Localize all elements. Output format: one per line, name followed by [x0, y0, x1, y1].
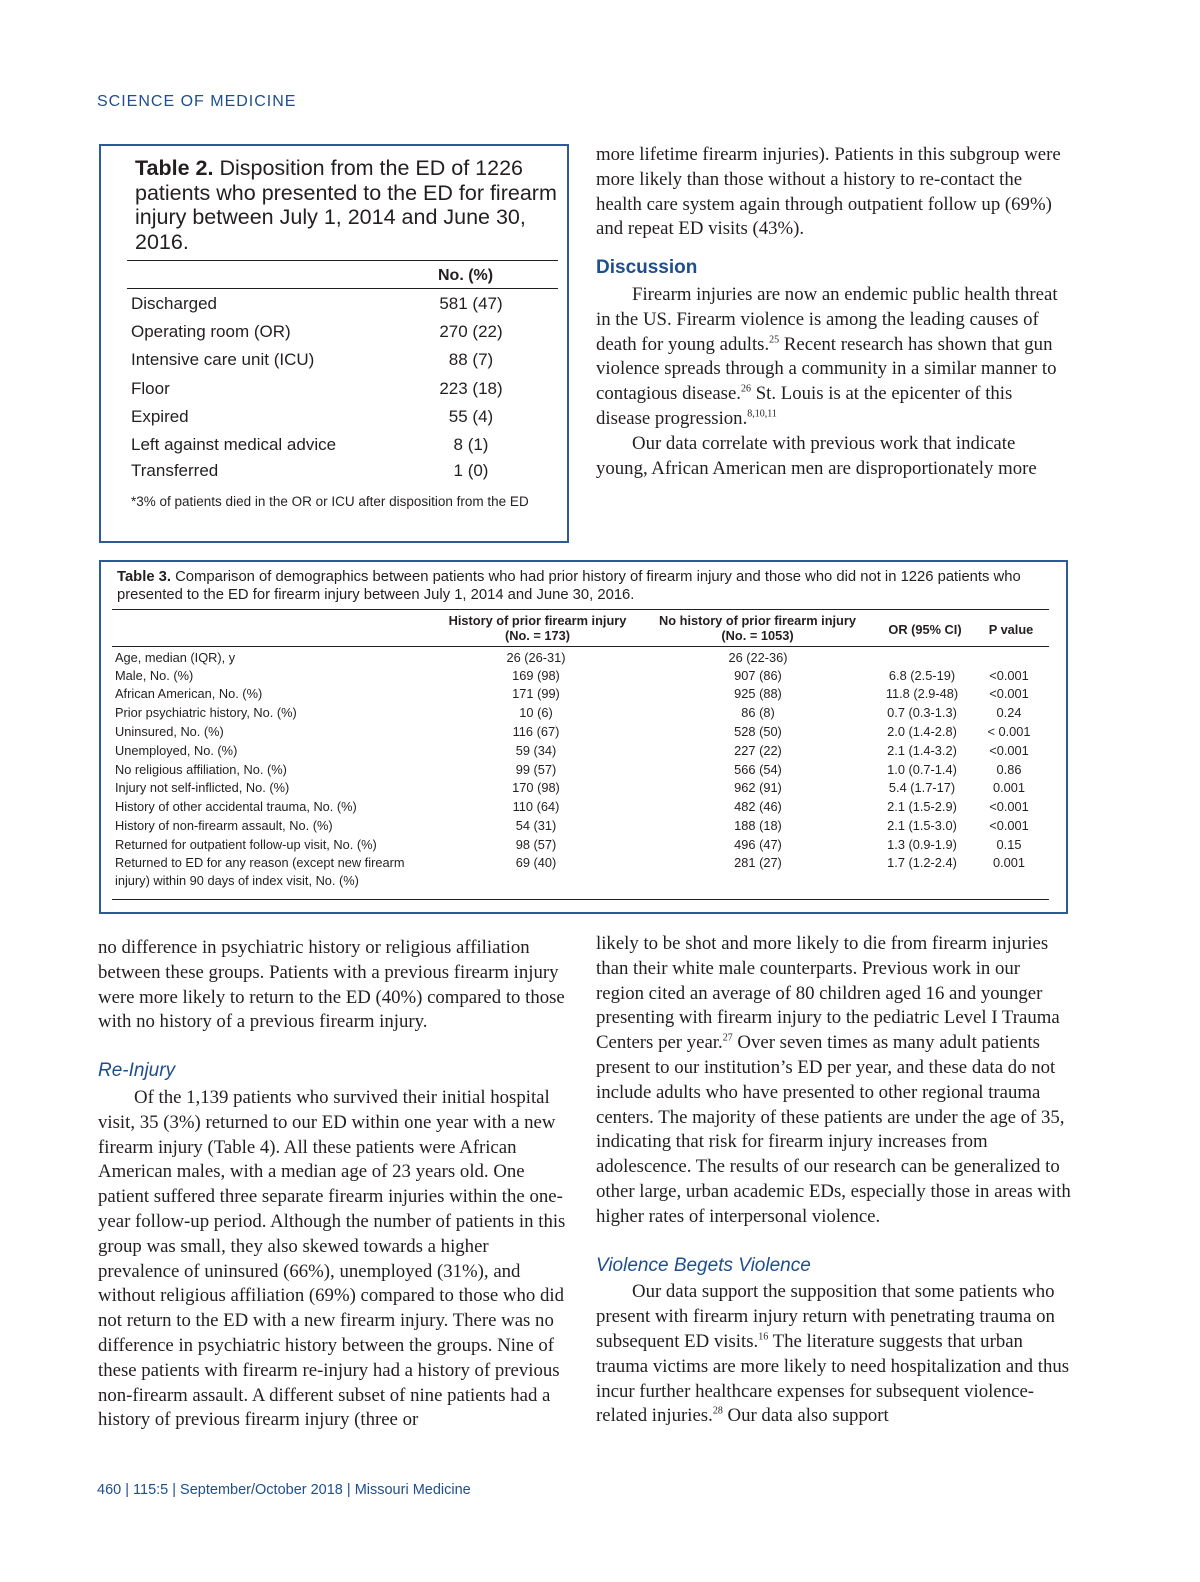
row-label: Floor: [131, 379, 170, 398]
right-column-bottom: [596, 932, 1071, 1429]
text-run: The literature suggests that urban trauma victims are more likely to need hospitalization and thus incur further healthcare expenses for subsequent violence-related injuries.: [596, 1330, 1070, 1427]
text-run: likely to be shot and more likely to die from firearm injuries than their white male counterparts. Previous work in our region cited an average of 80 children aged 16 and younger presenting with firearm injury to the pediatric Level I Trauma Centers per year.: [596, 933, 1060, 1054]
header-line: History of prior firearm injury: [448, 613, 627, 628]
table2-row: [131, 461, 511, 483]
cell-p: 0.001: [992, 855, 1026, 870]
running-head: SCIENCE OF MEDICINE: [97, 93, 297, 110]
table3-caption: [117, 568, 1047, 604]
cell-label: Prior psychiatric history, No. (%): [115, 705, 297, 720]
row-label: Expired: [131, 407, 189, 426]
cell-history: 99 (57): [515, 762, 557, 777]
table-row: [115, 855, 1045, 874]
cell-label: Returned for outpatient follow-up visit, No. (%): [115, 837, 377, 852]
table3-label: Table 3.: [117, 569, 171, 585]
header-line: No history of prior firearm injury: [659, 613, 856, 628]
table2-row: [131, 379, 511, 401]
cell-or: 2.1 (1.5-2.9): [887, 799, 957, 814]
paragraph: Of the 1,139 patients who survived their initial hospital visit, 35 (3%) returned to our ED within one year with a new firearm injury (Table 4). All these patients were African American males, with a median age of 23 years old. One patient suffered three separate firearm injuries within the one-year follow-up period. Although the number of patients in this group was small, they also skewed towards a higher prevalence of uninsured (66%), unemployed (31%), and without religious affiliation (69%) compared to those who did not return to the ED with a new firearm injury. There was no difference in psychiatric history between the groups. Nine of these patients with firearm re-injury had a history of previous non-firearm assault. A different subset of nine patients had a history of previous firearm injury (three or: [98, 1086, 566, 1431]
cell-history: 171 (99): [512, 686, 560, 701]
table-row: [115, 686, 1045, 705]
cell-p: < 0.001: [987, 724, 1031, 739]
table-row: [115, 668, 1045, 687]
cell-history: 26 (26-31): [506, 650, 566, 665]
cell-or: 0.7 (0.3-1.3): [887, 705, 957, 720]
text-run: Our data also support: [722, 1405, 889, 1427]
row-value: 581 (47): [439, 294, 503, 313]
paragraph: Our data correlate with previous work that indicate young, African American men are disproportionately more: [596, 432, 1037, 479]
cell-label: African American, No. (%): [115, 686, 263, 701]
cell-label: History of non-firearm assault, No. (%): [115, 818, 333, 833]
cell-history: 98 (57): [515, 837, 557, 852]
row-label: Left against medical advice: [131, 435, 337, 454]
cell-label: Returned to ED for any reason (except new firearm: [115, 855, 405, 870]
header-line: (No. = 1053): [721, 628, 794, 643]
cell-p: <0.001: [989, 818, 1029, 833]
paragraph: [596, 1280, 1071, 1429]
table-row: [115, 873, 1045, 892]
right-column-top: [596, 143, 1071, 481]
table-row: [115, 650, 1045, 669]
table2-row: [131, 435, 511, 457]
table2-col-header: No. (%): [438, 267, 494, 284]
cell-history: 116 (67): [512, 724, 560, 739]
table3-header-nohistory: [650, 613, 865, 643]
text-run: Firearm injuries are now an endemic public health threat in the US. Firearm violence is among the leading causes of death for young adults.: [596, 283, 1058, 355]
table2-footnote: *3% of patients died in the OR or ICU after disposition from the ED: [131, 494, 529, 509]
cell-or: 5.4 (1.7-17): [888, 780, 956, 795]
cell-nohistory: 86 (8): [741, 705, 775, 720]
citation: 25: [769, 334, 780, 346]
cell-or: 1.3 (0.9-1.9): [887, 837, 957, 852]
row-label: Discharged: [131, 294, 217, 313]
row-label: Intensive care unit (ICU): [131, 350, 315, 369]
table-row: [115, 818, 1045, 837]
cell-p: 0.24: [996, 705, 1022, 720]
cell-history: 54 (31): [515, 818, 557, 833]
cell-or: 6.8 (2.5-19): [888, 668, 956, 683]
cell-label: Male, No. (%): [115, 668, 194, 683]
cell-nohistory: 281 (27): [734, 855, 782, 870]
text-run: St. Louis is at the epicenter of this disease progression.: [596, 383, 1013, 429]
table2-top-rule: [127, 260, 558, 261]
cell-p: 0.15: [996, 837, 1022, 852]
cell-label: Age, median (IQR), y: [115, 650, 236, 665]
citation: 26: [741, 383, 751, 395]
table2-row: [131, 350, 511, 372]
cell-or: 1.0 (0.7-1.4): [887, 762, 957, 777]
table2-label: Table 2.: [135, 156, 214, 180]
cell-nohistory: 907 (86): [734, 668, 782, 683]
paragraph: [596, 283, 1071, 432]
text-run: Recent research has shown that gun violence spreads through a community in a similar manner to contagious disease.: [596, 333, 1057, 405]
cell-nohistory: 26 (22-36): [728, 650, 788, 665]
cell-label: History of other accidental trauma, No. (%): [115, 799, 357, 814]
cell-nohistory: 925 (88): [734, 686, 782, 701]
table2-caption: [135, 156, 560, 254]
citation: 28: [712, 1406, 723, 1418]
table-row: [115, 780, 1045, 799]
reinjury-heading: Re-Injury: [98, 1060, 176, 1082]
table3-bottom-rule: [112, 899, 1049, 900]
table3-header-p: P value: [988, 622, 1034, 637]
table2-title: Disposition from the ED of 1226 patients who presented to the ED for firearm injury between July 1, 2014 and June 30, 2016.: [135, 156, 557, 254]
cell-label: Uninsured, No. (%): [115, 724, 224, 739]
cell-history: 59 (34): [515, 743, 557, 758]
header-line: (No. = 173): [504, 628, 571, 643]
row-value: 223 (18): [439, 379, 503, 398]
table2-row: [131, 294, 511, 316]
cell-p: <0.001: [989, 686, 1029, 701]
table-row: [115, 743, 1045, 762]
table3-header-rule: [112, 646, 1049, 647]
cell-label: injury) within 90 days of index visit, No. (%): [115, 873, 359, 888]
cell-history: 69 (40): [515, 855, 557, 870]
text-run: Over seven times as many adult patients present to our institution’s ED per year, and these data do not include adults who have presented to other regional trauma centers. The majority of these patients are under the age of 35, indicating that risk for firearm injury increases from adolescence. The results of our research can be generalized to other large, urban academic EDs, especially those in areas with higher rates of interpersonal violence.: [596, 1032, 1071, 1227]
row-value: 88 (7): [448, 350, 494, 369]
cell-history: 110 (64): [512, 799, 560, 814]
discussion-heading: Discussion: [596, 257, 698, 279]
cell-history: 10 (6): [519, 705, 553, 720]
cell-nohistory: 566 (54): [734, 762, 782, 777]
left-column-bottom: [98, 936, 573, 1433]
paragraph: no difference in psychiatric history or religious affiliation between these groups. Patients with a previous firearm injury were more likely to return to the ED (40%) compared to those with no history of a previous firearm injury.: [98, 937, 565, 1033]
cell-label: No religious affiliation, No. (%): [115, 762, 287, 777]
row-label: Transferred: [131, 461, 219, 480]
cell-nohistory: 496 (47): [734, 837, 782, 852]
cell-nohistory: 482 (46): [734, 799, 782, 814]
cell-label: Unemployed, No. (%): [115, 743, 238, 758]
row-value: 55 (4): [448, 407, 494, 426]
table-row: [115, 762, 1045, 781]
cell-or: 1.7 (1.2-2.4): [887, 855, 957, 870]
citation: 27: [722, 1032, 733, 1044]
row-value: 1 (0): [453, 461, 489, 480]
table-row: [115, 705, 1045, 724]
table-row: [115, 724, 1045, 743]
citation: 8,10,11: [747, 408, 777, 420]
cell-p: <0.001: [989, 743, 1029, 758]
cell-or: 2.0 (1.4-2.8): [887, 724, 957, 739]
cell-p: 0.001: [992, 780, 1026, 795]
violence-heading: Violence Begets Violence: [596, 1254, 811, 1276]
table-row: [115, 799, 1045, 818]
cell-nohistory: 528 (50): [734, 724, 782, 739]
table2-row: [131, 322, 511, 344]
table3-title: Comparison of demographics between patients who had prior history of firearm injury and those who did not in 1226 patients who presented to the ED for firearm injury between July 1, 2014 and June 30, 2016.: [117, 569, 1021, 603]
cell-or: 2.1 (1.4-3.2): [887, 743, 957, 758]
cell-or: 2.1 (1.5-3.0): [887, 818, 957, 833]
cell-or: 11.8 (2.9-48): [885, 686, 959, 701]
paragraph: [596, 932, 1071, 1230]
table2-row: [131, 407, 511, 429]
table3-header-history: [435, 613, 640, 643]
text-run: Our data support the supposition that some patients who present with firearm injury return with penetrating trauma on subsequent ED visits.: [596, 1281, 1055, 1352]
cell-history: 169 (98): [512, 668, 560, 683]
cell-nohistory: 188 (18): [734, 818, 782, 833]
cell-p: 0.86: [996, 762, 1022, 777]
page-footer: 460 | 115:5 | September/October 2018 | Missouri Medicine: [97, 1482, 471, 1498]
cell-nohistory: 227 (22): [734, 743, 782, 758]
table3-top-rule: [112, 609, 1049, 610]
cell-label: Injury not self-inflicted, No. (%): [115, 780, 290, 795]
row-label: Operating room (OR): [131, 322, 291, 341]
cell-history: 170 (98): [512, 780, 560, 795]
table3-header-or: OR (95% CI): [888, 622, 962, 637]
table2-header-rule: [127, 288, 558, 289]
row-value: 270 (22): [439, 322, 503, 341]
cell-p: <0.001: [989, 799, 1029, 814]
cell-p: <0.001: [989, 668, 1029, 683]
row-value: 8 (1): [453, 435, 489, 454]
cell-nohistory: 962 (91): [734, 780, 782, 795]
table-row: [115, 837, 1045, 856]
paragraph: more lifetime firearm injuries). Patients in this subgroup were more likely than those without a history to re-contact the health care system again through outpatient follow up (69%) and repeat ED visits (43%).: [596, 144, 1061, 240]
citation: 16: [758, 1331, 769, 1343]
